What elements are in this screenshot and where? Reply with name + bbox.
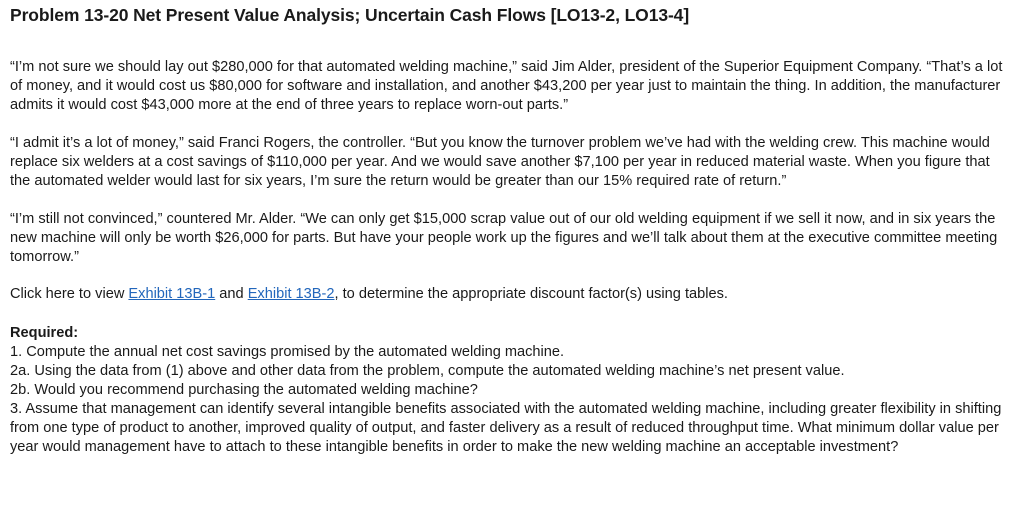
- required-item-1: 1. Compute the annual net cost savings promised by the automated welding machine.: [10, 344, 565, 360]
- exhibit-instructions: [10, 285, 1012, 304]
- exhibit-suffix-text: , to determine the appropriate discount factor(s) using tables.: [334, 286, 728, 302]
- paragraph-jim-alder: “I’m not sure we should lay out $280,000 for that automated welding machine,” said Jim Alder, president of the Superior Equipment Company. “That’s a lot of money, and it would cost us $80,000 for software and installation, and another $43,200 per year just to maintain the thing. In addition, the manufacturer admits it would cost $43,000 more at the end of three years to replace worn-out parts.”: [10, 59, 1003, 113]
- required-item-2b: 2b. Would you recommend purchasing the automated welding machine?: [10, 382, 478, 398]
- required-heading: Required:: [10, 325, 79, 341]
- required-item-2a: 2a. Using the data from (1) above and other data from the problem, compute the automated welding machine’s net present value.: [10, 363, 845, 379]
- exhibit-prefix-text: Click here to view: [10, 286, 129, 302]
- exhibit-13b-1-link[interactable]: Exhibit 13B-1: [128, 286, 216, 302]
- exhibit-middle-text: and: [215, 286, 248, 302]
- paragraph-mr-alder: “I’m still not convinced,” countered Mr. Alder. “We can only get $15,000 scrap value out of our old welding equipment if we sell it now, and in six years the new machine will only be worth $26,000 for parts. But have your people work up the figures and we’ll talk about them at the executive committee meeting tomorrow.”: [10, 211, 998, 265]
- required-item-3: 3. Assume that management can identify several intangible benefits associated with the automated welding machine, including greater flexibility in shifting from one type of product to another, improved quality of output, and faster delivery as a result of reduced throughput time. What minimum dollar value per year would management have to attach to these intangible benefits in order to make the new welding machine an acceptable investment?: [10, 401, 1002, 455]
- paragraph-franci-rogers: “I admit it’s a lot of money,” said Franci Rogers, the controller. “But you know the turnover problem we’ve had with the welding crew. This machine would replace six welders at a cost savings of $110,000 per year. And we would save another $7,100 per year in reduced material waste. When you figure that the automated welder would last for six years, I’m sure the return would be greater than our 15% required rate of return.”: [10, 135, 990, 189]
- exhibit-13b-2-link[interactable]: Exhibit 13B-2: [247, 286, 335, 302]
- problem-title: Problem 13-20 Net Present Value Analysis; Uncertain Cash Flows [LO13-2, LO13-4]: [10, 5, 690, 25]
- required-section: [10, 324, 1012, 457]
